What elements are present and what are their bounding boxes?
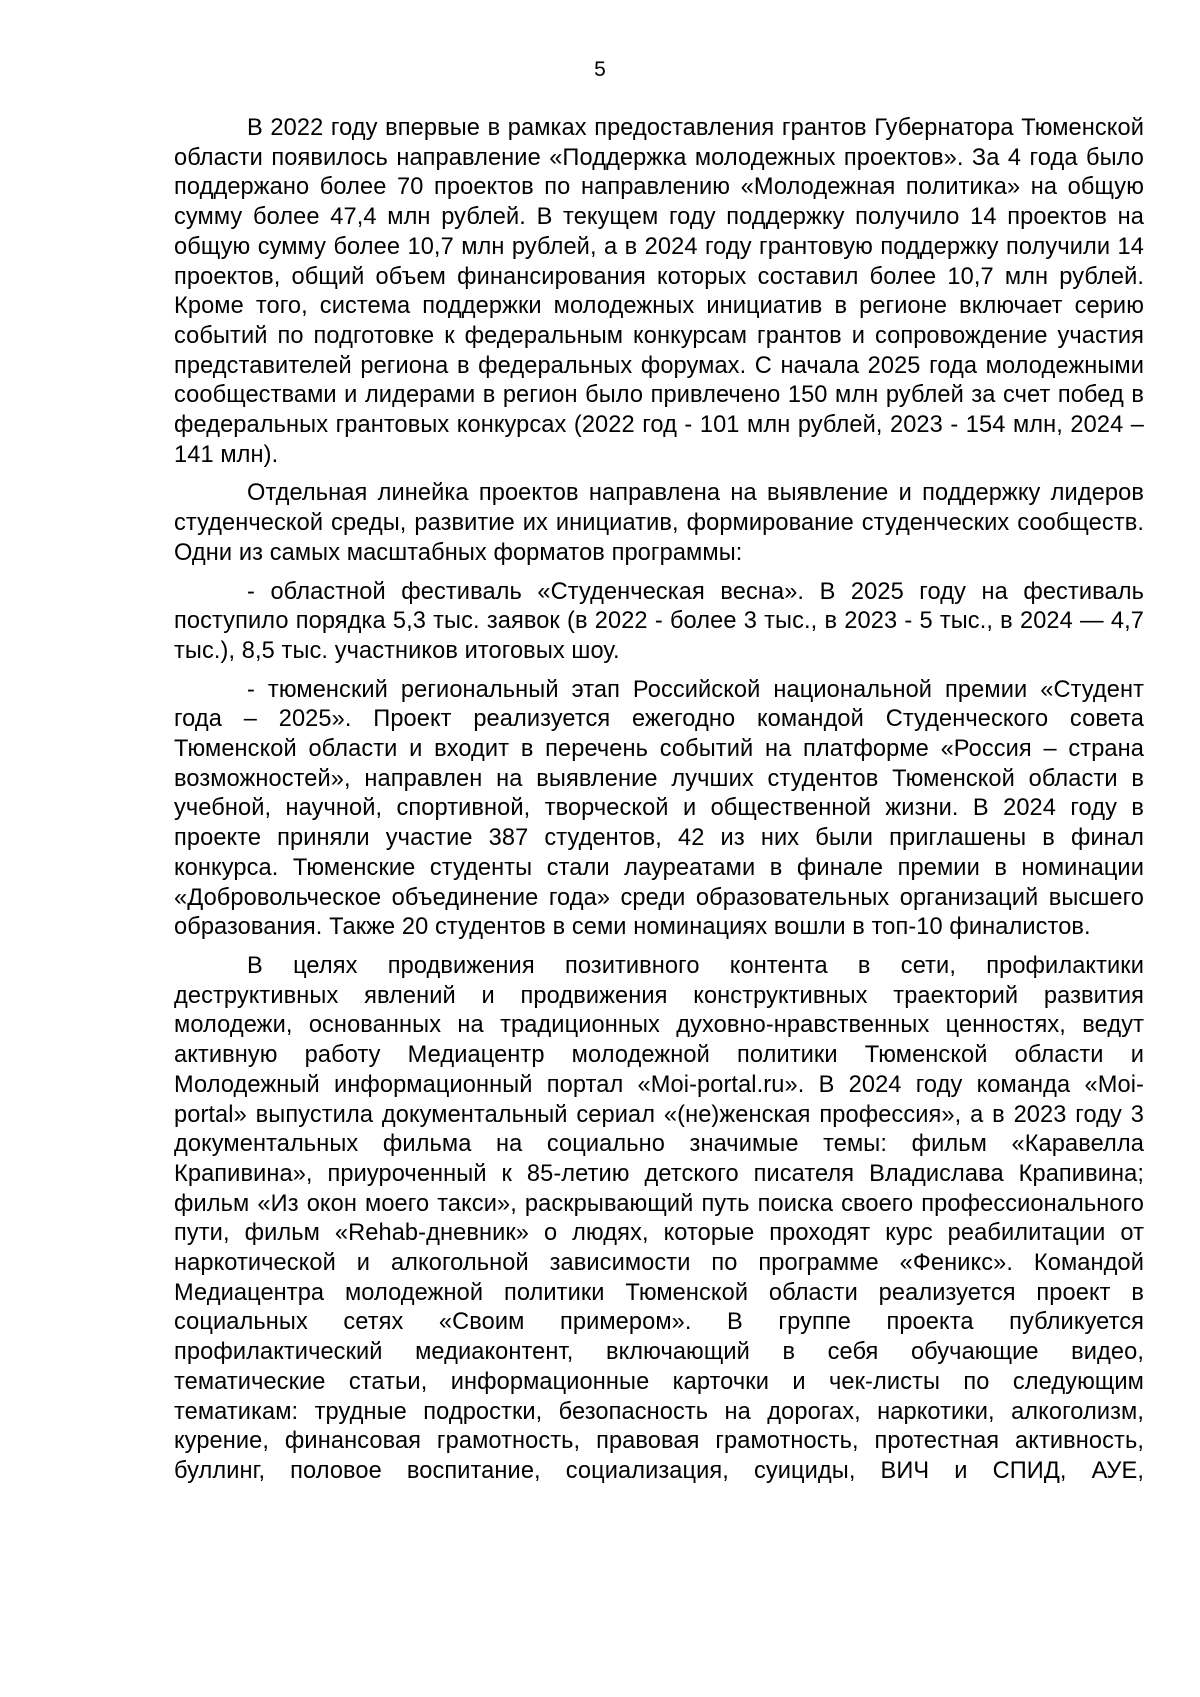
paragraph-grants: В 2022 году впервые в рамках предоставления грантов Губернатора Тюменской области появилось направление «Поддержка молодежных проектов». За 4 года было поддержано более 70 проектов по направлению «Молодежная политика» на общую сумму более 47,4 млн рублей. В текущем году поддержку получило 14 проектов на общую сумму более 10,7 млн рублей, а в 2024 году грантовую поддержку получили 14 проектов, общий объем финансирования которых составил более 10,7 млн рублей. Кроме того, система поддержки молодежных инициатив в регионе включает серию событий по подготовке к федеральным конкурсам грантов и сопровождение участия представителей региона в федеральных форумах. С начала 2025 года молодежными сообществами и лидерами в регион было привлечено 150 млн рублей за счет побед в федеральных грантовых конкурсах (2022 год - 101 млн рублей, 2023 - 154 млн, 2024 – 141 млн). (174, 115, 1144, 468)
page-number: 5 (594, 58, 606, 81)
paragraph-media-center: В целях продвижения позитивного контента в сети, профилактики деструктивных явлений и продвижения конструктивных траекторий развития молодежи, основанных на традиционных духовно-нравственных ценностях, ведут активную работу Медиацентр молодежной политики Тюменской области и Молодежный информационный портал «Moi-portal.ru». В 2024 году команда «Moi-portal» выпустила документальный сериал «(не)женская профессия», а в 2023 году 3 документальных фильма на социально значимые темы: фильм «Каравелла Крапивина», приуроченный к 85-летию детского писателя Владислава Крапивина; фильм «Из окон моего такси», раскрывающий путь поиска своего профессионального пути, фильм «Rehab-дневник» о людях, которые проходят курс реабилитации от наркотической и алкогольной зависимости по программе «Феникс». Командой Медиацентра молодежной политики Тюменской области реализуется проект в социальных сетях «Своим примером». В группе проекта публикуется профилактический медиаконтент, включающий в себя обучающие видео, тематические статьи, информационные карточки и чек-листы по следующим тематикам: трудные подростки, безопасность на дорогах, наркотики, алкоголизм, курение, финансовая грамотность, правовая грамотность, протестная активность, буллинг, половое воспитание, социализация, суициды, ВИЧ и СПИД, АУЕ, (174, 952, 1144, 1484)
paragraph-student-of-year: - тюменский региональный этап Российской национальной премии «Студент года – 2025». Проект реализуется ежегодно командой Студенческого совета Тюменской области и входит в перечень событий на платформе «Россия – страна возможностей», направлен на выявление лучших студентов Тюменской области в учебной, научной, спортивной, творческой и общественной жизни. В 2024 году в проекте приняли участие 387 студентов, 42 из них были приглашены в финал конкурса. Тюменские студенты стали лауреатами в финале премии в номинации «Добровольческое объединение года» среди образовательных организаций высшего образования. Также 20 студентов в семи номинациях вошли в топ-10 финалистов. (174, 676, 1144, 941)
document-body (174, 114, 1144, 1487)
paragraph-student-spring: - областной фестиваль «Студенческая весна». В 2025 году на фестиваль поступило порядка 5,3 тыс. заявок (в 2022 - более 3 тыс., в 2023 - 5 тыс., в 2024 — 4,7 тыс.), 8,5 тыс. участников итоговых шоу. (174, 578, 1144, 664)
paragraph-student-leaders: Отдельная линейка проектов направлена на выявление и поддержку лидеров студенческой среды, развитие их инициатив, формирование студенческих сообществ. Одни из самых масштабных форматов программы: (174, 480, 1144, 566)
